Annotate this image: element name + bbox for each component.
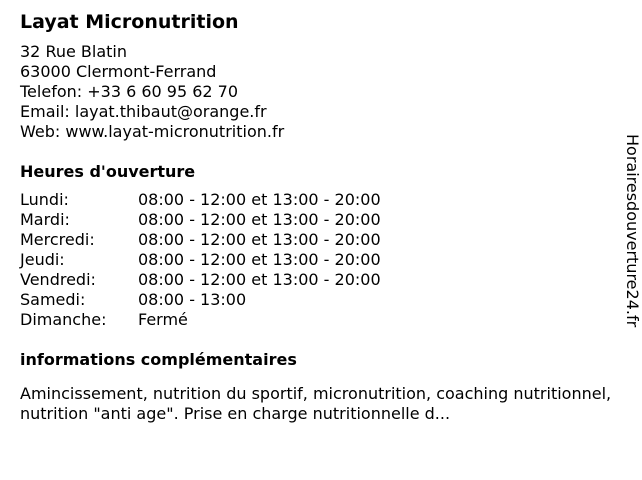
hours-time: 08:00 - 12:00 et 13:00 - 20:00 [138, 190, 381, 209]
site-watermark: Horairesdouverture24.fr [623, 134, 642, 328]
email-line: Email: layat.thibaut@orange.fr [20, 102, 267, 121]
hours-time: 08:00 - 12:00 et 13:00 - 20:00 [138, 250, 381, 269]
address-block [20, 42, 620, 142]
address-street: 32 Rue Blatin [20, 42, 127, 61]
opening-hours-heading: Heures d'ouverture [20, 162, 196, 181]
hours-day: Jeudi: [20, 250, 65, 269]
hours-row-sunday [20, 310, 620, 330]
hours-time: 08:00 - 13:00 [138, 290, 247, 309]
hours-time: 08:00 - 12:00 et 13:00 - 20:00 [138, 270, 381, 289]
hours-row-thursday [20, 250, 620, 270]
hours-row-monday [20, 190, 620, 210]
hours-day: Mardi: [20, 210, 70, 229]
hours-row-tuesday [20, 210, 620, 230]
address-city: 63000 Clermont-Ferrand [20, 62, 217, 81]
business-card [20, 10, 620, 424]
hours-row-saturday [20, 290, 620, 310]
phone-line: Telefon: +33 6 60 95 62 70 [20, 82, 239, 101]
hours-time: Fermé [138, 310, 188, 329]
hours-day: Dimanche: [20, 310, 107, 329]
hours-day: Samedi: [20, 290, 86, 309]
hours-day: Lundi: [20, 190, 69, 209]
additional-info-heading: informations complémentaires [20, 350, 297, 369]
hours-row-friday [20, 270, 620, 290]
hours-day: Vendredi: [20, 270, 96, 289]
hours-row-wednesday [20, 230, 620, 250]
additional-info-text: Amincissement, nutrition du sportif, micronutrition, coaching nutritionnel, nutrition "anti age". Prise en charge nutritionnelle d... [20, 384, 612, 423]
business-name: Layat Micronutrition [20, 11, 239, 33]
hours-time: 08:00 - 12:00 et 13:00 - 20:00 [138, 230, 381, 249]
hours-day: Mercredi: [20, 230, 95, 249]
opening-hours-table [20, 190, 620, 330]
hours-time: 08:00 - 12:00 et 13:00 - 20:00 [138, 210, 381, 229]
web-line: Web: www.layat-micronutrition.fr [20, 122, 285, 141]
